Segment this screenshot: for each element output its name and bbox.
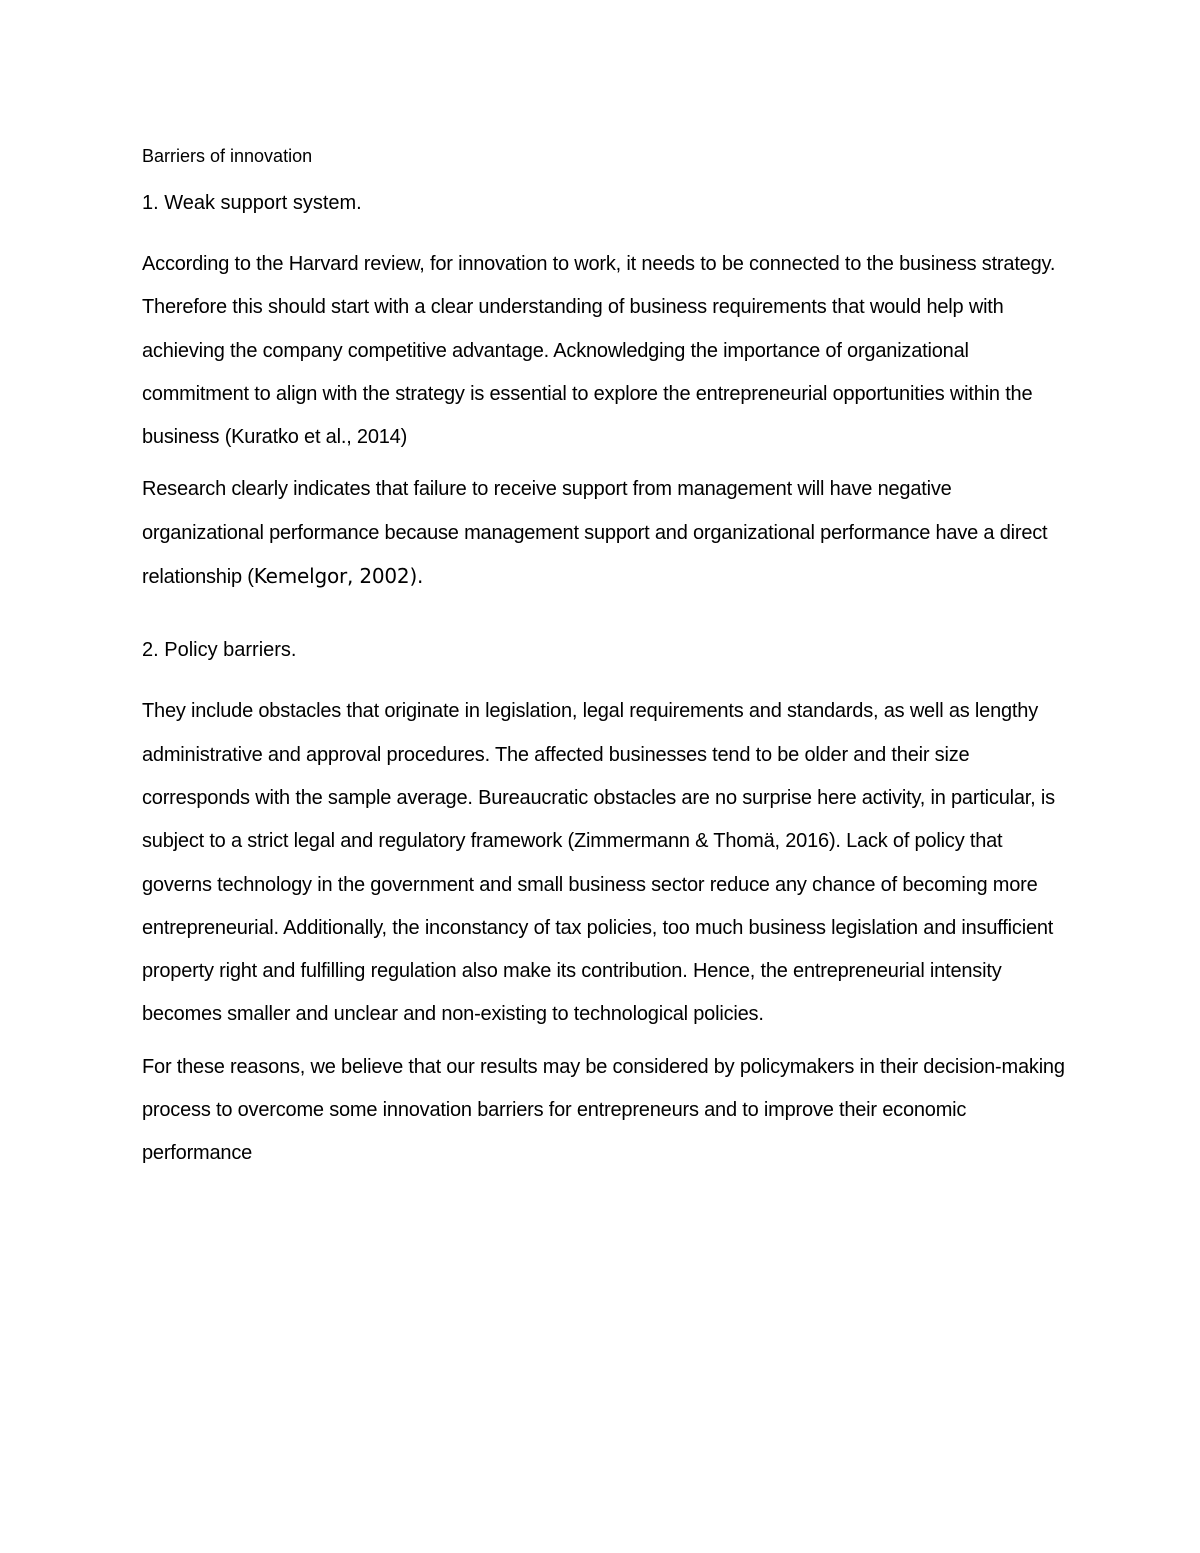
research-text: Research clearly indicates that failure to receive support from management will have negative organizational performance because management support and organizational performance have a direct relationship ( xyxy=(142,478,1048,589)
citation-closing: ). xyxy=(409,564,424,589)
section-heading-policy-barriers: 2. Policy barriers. xyxy=(142,639,297,662)
document-title: Barriers of innovation xyxy=(142,146,313,166)
blank-line xyxy=(142,608,1077,636)
document-body xyxy=(142,142,1077,1185)
section-heading-weak-support: 1. Weak support system. xyxy=(142,192,362,214)
paragraph-harvard-review: According to the Harvard review, for innovation to work, it needs to be connected to the business strategy. Therefore this should start with a clear understanding of business requirements that would help with achieving the company competitive advantage. Acknowledging the importance of organizational commitment to align with the strategy is essential to explore the entrepreneurial opportunities within the business (Kuratko et al., 2014) xyxy=(142,253,1056,449)
paragraph-policy-obstacles: They include obstacles that originate in legislation, legal requirements and standards, as well as lengthy administrative and approval procedures. The affected businesses tend to be older and their size corresponds with the sample average. Bureaucratic obstacles are no surprise here activity, in particular, is subject to a strict legal and regulatory framework (Zimmermann & Thomä, 2016). Lack of policy that governs technology in the government and small business sector reduce any chance of becoming more entrepreneurial. Additionally, the inconstancy of tax policies, too much business legislation and insufficient property right and fulfilling regulation also make its contribution. Hence, the entrepreneurial intensity becomes smaller and unclear and non-existing to technological policies. xyxy=(142,700,1055,1026)
citation-kemelgor: Kemelgor, 2002 xyxy=(253,564,410,589)
paragraph-conclusion: For these reasons, we believe that our results may be considered by policymakers in their decision-making process to overcome some innovation barriers for entrepreneurs and to improve their economic performance xyxy=(142,1055,1065,1165)
paragraph-research-support xyxy=(142,468,1077,599)
